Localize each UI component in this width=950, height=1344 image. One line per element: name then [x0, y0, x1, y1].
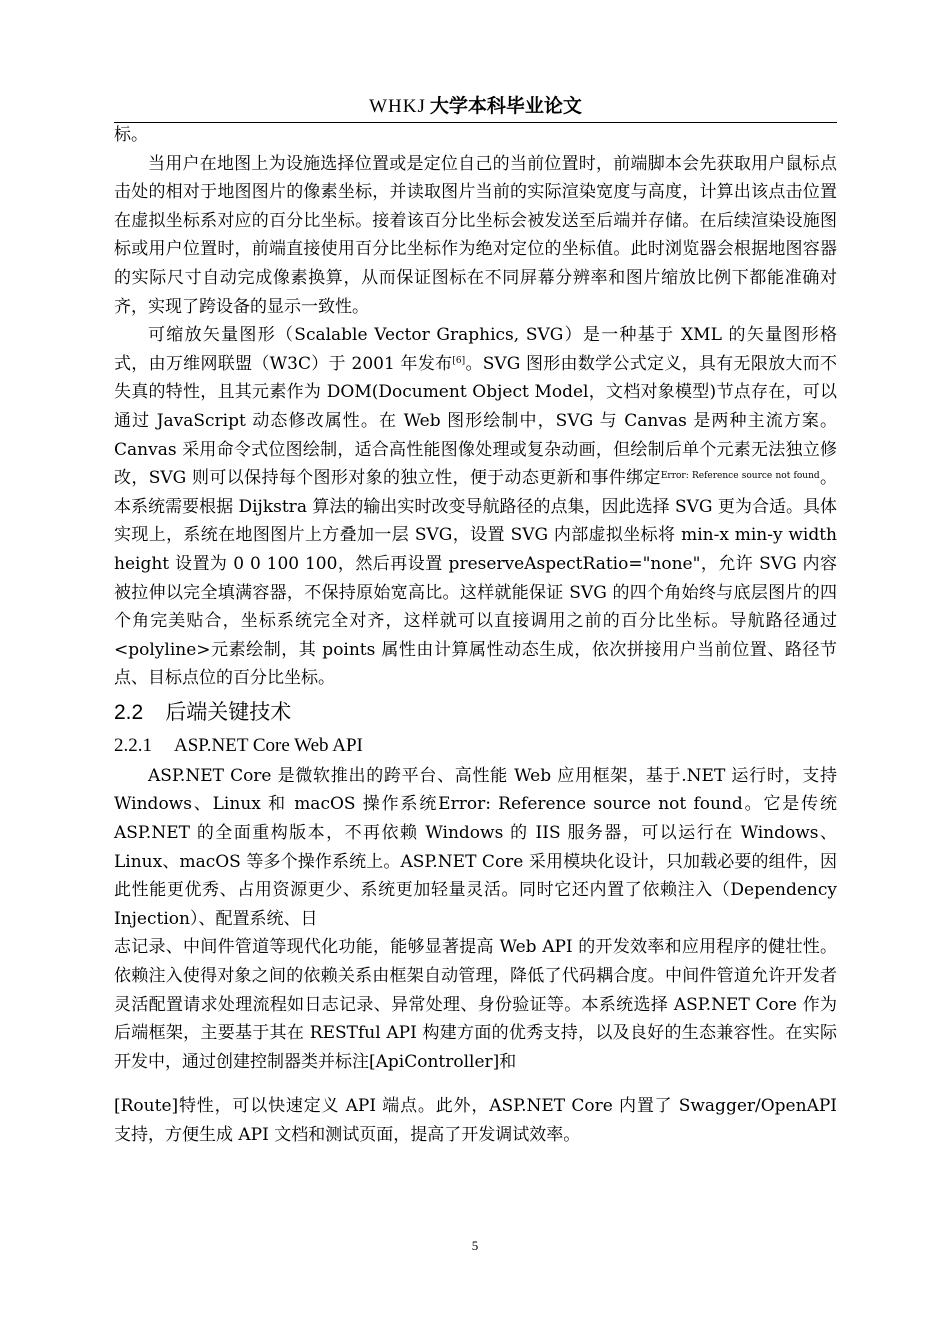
paragraph-svg [114, 321, 837, 693]
paragraph-aspnet-features: 志记录、中间件管道等现代化功能，能够显著提高 Web API 的开发效率和应用程序的健壮性。依赖注入使得对象之间的依赖关系由框架自动管理，降低了代码耦合度。中间件管道允许开发者灵活配置请求处理流程如日志记录、异常处理、身份验证等。本系统选择 ASP.NET Core 作为后端框架，主要基于其在 RESTful API 构建方面的优秀支持，以及良好的生态兼容性。在实际开发中，通过创建控制器类并标注[ApiController]和 [114, 937, 837, 1072]
header-title: 大学本科毕业论文 [429, 95, 582, 117]
citation-6: [6] [452, 355, 466, 366]
paragraph-gap [114, 1076, 837, 1092]
header-code: WHKJ [369, 96, 426, 117]
svg-text-part-1: 可缩放矢量图形（Scalable Vector Graphics, SVG）是一种基于 XML 的矢量图形格式，由万维网联盟（W3C）于 2001 年发布 [114, 325, 837, 374]
section-heading-2-2 [114, 695, 837, 730]
page-number: 5 [471, 1238, 479, 1253]
paragraph-continued: 标。 [114, 125, 148, 145]
subsection-number: 2.2.1 [114, 734, 152, 756]
subsection-title: ASP.NET Core Web API [174, 734, 363, 756]
paragraph-aspnet-core: ASP.NET Core 是微软推出的跨平台、高性能 Web 应用框架，基于.NET 运行时，支持 Windows、Linux 和 macOS 操作系统Error: Reference source not found。它是传统 ASP.NET 的全面重构版本，不再依赖 Windows 的 IIS 服务器，可以运行在 Windows、Linux、macOS 等多个操作系统上。ASP.NET Core 采用模块化设计，只加载必要的组件，因此性能更优秀、占用资源更少、系统更加轻量灵活。同时它还内置了依赖注入（Dependency Injection）、配置系统、日 [114, 765, 837, 929]
page-body [114, 121, 837, 1150]
svg-text-part-3: 。本系统需要根据 Dijkstra 算法的输出实时改变导航路径的点集，因此选择 SVG 更为合适。具体实现上，系统在地图图片上方叠加一层 SVG，设置 SVG 内部虚拟坐标将 min-x min-y width height 设置为 0 0 100 100，然后再设置 preserveAspectRatio="none"，允许 SVG 内容被拉伸以完全填满容器，不保持原始宽高比。这样就能保证 SVG 的四个角始终与底层图片的四个角完美贴合，坐标系统完全对齐，这样就可以直接调用之前的百分比坐标。导航路径通过<polyline>元素绘制，其 points 属性由计算属性动态生成，依次拼接用户当前位置、路径节点、目标点位的百分比坐标。 [114, 468, 838, 689]
paragraph-percent-coordinates: 当用户在地图上为设施选择位置或是定位自己的当前位置时，前端脚本会先获取用户鼠标点击处的相对于地图图片的像素坐标，并读取图片当前的实际渲染宽度与高度，计算出该点击位置在虚拟坐标系对应的百分比坐标。接着该百分比坐标会被发送至后端并存储。在后续渲染设施图标或用户位置时，前端直接使用百分比坐标作为绝对定位的坐标值。此时浏览器会根据地图容器的实际尺寸自动完成像素换算，从而保证图标在不同屏幕分辨率和图片缩放比例下都能准确对齐，实现了跨设备的显示一致性。 [114, 153, 837, 317]
svg-text-part-2: 。SVG 图形由数学公式定义，具有无限放大而不失真的特性，且其元素作为 DOM(Document Object Model，文档对象模型)节点存在，可以通过 JavaScript 动态修改属性。在 Web 图形绘制中，SVG 与 Canvas 是两种主流方案。Canvas 采用命令式位图绘制，适合高性能图像处理或复杂动画，但绘制后单个元素无法独立修改，SVG 则可以保持每个图形对象的独立性，便于动态更新和事件绑定 [114, 353, 838, 489]
section-heading-2-2-1 [114, 730, 837, 762]
section-title: 后端关键技术 [165, 699, 292, 724]
paragraph-route: [Route]特性，可以快速定义 API 端点。此外，ASP.NET Core 内置了 Swagger/OpenAPI 支持，方便生成 API 文档和测试页面，提高了开发调试效率。 [114, 1096, 837, 1145]
reference-error: Error: Reference source not found [660, 471, 820, 482]
page-header [114, 92, 837, 123]
section-number: 2.2 [114, 700, 144, 724]
